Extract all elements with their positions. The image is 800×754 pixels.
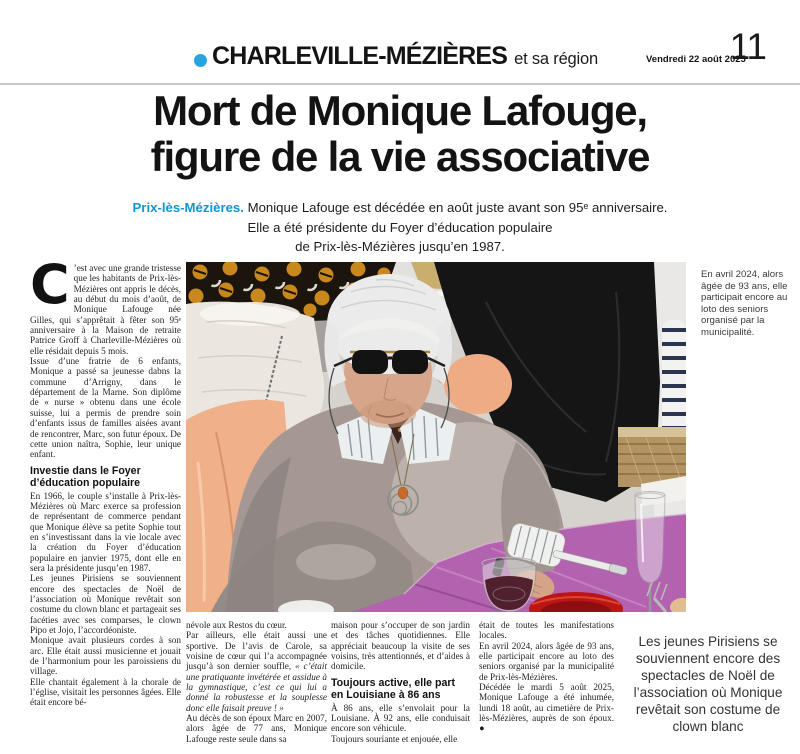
- standfirst-line-1: [0, 198, 800, 218]
- body-paragraph: Issue d’une fratrie de 6 enfants, Monique a passé sa jeunesse dabns la commune d’Arrigny, dans le département de la Marne. Son diplôme de « nurse » obtenu dans une école suisse, lui a permis de prendre soin d’enfants issus de familles aisées avant de rencontrer, Marc, son futur époux. De cette union naîtra, Sophie, leur unique enfant.: [30, 356, 181, 460]
- headline-line-2: figure de la vie associative: [150, 133, 650, 180]
- photo-striped-sleeve: [662, 320, 686, 442]
- headline: [0, 88, 800, 180]
- body-paragraph: maison pour s’occuper de son jardin et des tâches quotidiennes. Elle appréciait beaucoup la visite de ses voisins, très attentionnés, et d’aides à domicile.: [331, 620, 470, 672]
- article-column-2: [186, 620, 327, 754]
- section-name: CHARLEVILLE-MÉZIÈRES: [212, 42, 508, 70]
- photo-caption: En avril 2024, alors âgée de 93 ans, elle participait encore au loto des seniors organisé par la municipalité.: [701, 269, 788, 338]
- article-column-4: [479, 620, 614, 754]
- article-photo: [186, 262, 686, 612]
- body-paragraph: Les jeunes Pirisiens se souviennent encore des spectacles de Noël de l’association où Monique revêtait son costume du clown blanc et partageait ses facéties avec ses comparses, le clown Pipo et Jojo, l’accordéoniste.: [30, 573, 181, 635]
- body-paragraph: À 86 ans, elle s’envolait pour la Louisiane. À 92 ans, elle conduisait encore son véhicule.: [331, 702, 470, 734]
- body-paragraph: névole aux Restos du cœur.: [186, 620, 287, 630]
- body-paragraph: Toujours souriante et enjouée, elle: [331, 733, 458, 744]
- standfirst-text: Monique Lafouge est décédée en août juste avant son 95ᵉ anniversaire.: [243, 200, 668, 215]
- section-bullet-icon: [194, 54, 207, 67]
- body-paragraph: Décédée le mardi 5 août 2025, Monique Lafouge a été inhumée, lundi 18 août, au cimetière de Prix-lès-Mézières, auprès de son époux. ●: [479, 682, 614, 734]
- section-title: [212, 42, 598, 71]
- page-number: 11: [729, 26, 766, 67]
- body-paragraph: [30, 253, 181, 356]
- edition-date: Vendredi 22 août 2025: [646, 54, 746, 65]
- section-subhead: Toujours active, elle part en Louisiane à 86 ans: [331, 676, 456, 701]
- article-column-1: [30, 253, 181, 754]
- body-paragraph: Au décès de son époux Marc en 2007, alors âgée de 77 ans, Monique Lafouge reste seule dans sa: [186, 713, 327, 744]
- article-column-3: [331, 620, 470, 754]
- section-subhead: Investie dans le Foyer d’éducation populaire: [30, 464, 141, 489]
- standfirst-line-3: de Prix-lès-Mézières jusqu’en 1987.: [295, 239, 505, 254]
- paragraph-text: Par ailleurs, elle était aussi une sportive. De l’avis de Carole, sa voisine de cœur qui l’a accompagnée jusqu’à son dernier souffle,: [186, 630, 327, 672]
- body-paragraph: En avril 2024, alors âgée de 93 ans, elle participait encore au loto des seniors organisé par la municipalité de Prix-lès-Mézières.: [479, 640, 614, 682]
- body-paragraph: était de toutes les manifestations locales.: [479, 620, 614, 641]
- quoted-text: « c’était une pratiquante invétérée et assidue à la gymnastique, c’est ce qui lui a donné la robustesse et la souplesse donc elle faisait preuve ! »: [186, 661, 328, 713]
- body-paragraph: Elle chantait également à la chorale de l’église, visitait les personnes âgées. Elle était encore bé-: [30, 676, 181, 708]
- standfirst-location: Prix-lès-Mézières.: [132, 200, 244, 215]
- standfirst: [0, 198, 800, 257]
- masthead-divider: [0, 83, 800, 85]
- photo-peach-headrest: [444, 354, 512, 414]
- headline-line-1: Mort de Monique Lafouge,: [153, 87, 647, 134]
- drop-cap: C: [30, 253, 70, 316]
- pull-quote: Les jeunes Pirisiens se souviennent encore des spectacles de Noël de l’association où Monique revêtait son costume de clown blanc: [633, 634, 783, 734]
- body-paragraph: En 1966, le couple s’installe à Prix-lès-Mézières où Marc exerce sa profession de représentant de commerce pendant que Monique élève sa petite Sophie tout en s’investissant dans la vie locale avec la création du Foyer d’éducation populaire en janvier 1975, dont elle en sera la présidente jusqu’en 1987.: [30, 490, 181, 573]
- standfirst-line-2: Elle a été présidente du Foyer d’éducation populaire: [247, 219, 553, 235]
- paragraph-text: ’est avec une grande tristesse que les habitants de Prix-lès-Mézières ont appris le décès, au début du mois d’août, de Monique Lafouge née Gilles, qui s’apprêtait à fêter son 95ᵉ anniversaire à la Maison de retraite Patrice Groff à Charleville-Mézières où elle résidait depuis 5 mois.: [30, 263, 181, 356]
- body-paragraph: Monique avait plusieurs cordes à son arc. Elle était aussi musicienne et jouait de l’harmonium pour les paroissiens du village.: [30, 635, 181, 677]
- section-suffix: et sa région: [514, 50, 598, 68]
- body-paragraph: [186, 630, 327, 713]
